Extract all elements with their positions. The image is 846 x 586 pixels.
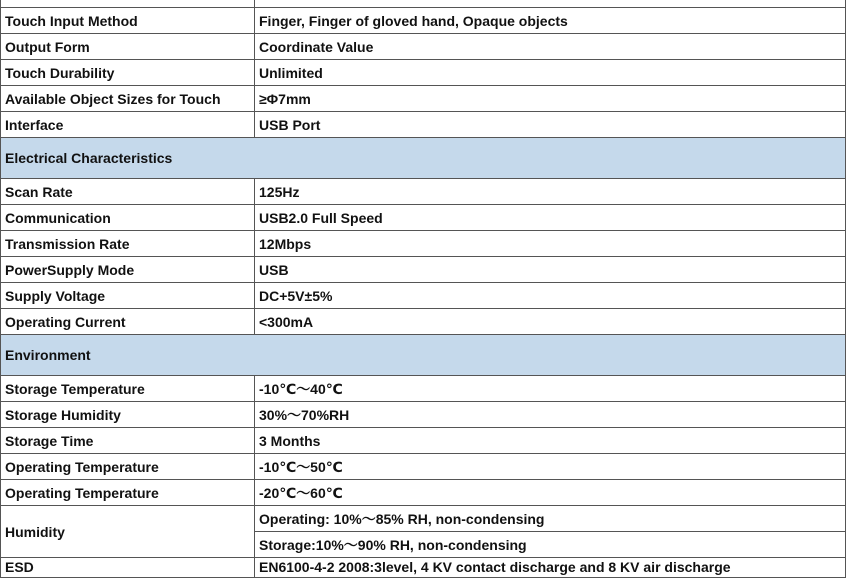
row-value: -10℃～40℃ [255,376,846,402]
row-value: USB2.0 Full Speed [255,205,846,231]
row-label: Operating Temperature [1,480,255,506]
table-row [1,60,846,86]
row-label: Touch Durability [1,60,255,86]
row-label: Transmission Rate [1,231,255,257]
row-label: Interface [1,112,255,138]
row-value: Coordinate Value [255,34,846,60]
table-row [1,428,846,454]
row-label: PowerSupply Mode [1,257,255,283]
row-value: 3 Months [255,428,846,454]
table-row [1,86,846,112]
table-row [1,376,846,402]
table-row [1,231,846,257]
row-label: Humidity [1,506,255,558]
table-row [1,112,846,138]
row-label: Touch Input Method [1,8,255,34]
table-row [1,283,846,309]
row-value: 30%～70%RH [255,402,846,428]
table-row [1,205,846,231]
table-row [1,179,846,205]
row-label: Storage Humidity [1,402,255,428]
row-value: USB Port [255,112,846,138]
row-value: Operating: 10%～85% RH, non-condensing [255,506,846,532]
table-row [1,454,846,480]
row-value: USB [255,257,846,283]
table-row [1,309,846,335]
row-label: ESD [1,558,255,578]
table-row [1,480,846,506]
row-value: 125Hz [255,179,846,205]
row-value [255,0,846,8]
row-value: EN6100-4-2 2008:3level, 4 KV contact discharge and 8 KV air discharge [255,558,846,578]
row-value: Unlimited [255,60,846,86]
row-value: Finger, Finger of gloved hand, Opaque objects [255,8,846,34]
row-label: Storage Time [1,428,255,454]
row-value: -10℃～50℃ [255,454,846,480]
table-row [1,506,846,532]
row-label: Supply Voltage [1,283,255,309]
section-header-row [1,138,846,179]
table-row [1,8,846,34]
table-row [1,558,846,578]
table-row [1,34,846,60]
row-label: Available Object Sizes for Touch [1,86,255,112]
row-value: -20℃～60℃ [255,480,846,506]
row-label: Communication [1,205,255,231]
row-label: Storage Temperature [1,376,255,402]
table-row [1,0,846,8]
row-value: DC+5V±5% [255,283,846,309]
row-label: Operating Temperature [1,454,255,480]
section-title: Electrical Characteristics [1,138,846,179]
section-title: Environment [1,335,846,376]
row-value: Storage:10%～90% RH, non-condensing [255,532,846,558]
row-label [1,0,255,8]
table-row [1,402,846,428]
row-value: ≥Φ7mm [255,86,846,112]
row-value: 12Mbps [255,231,846,257]
section-header-row [1,335,846,376]
row-label: Operating Current [1,309,255,335]
table-row [1,257,846,283]
row-label: Output Form [1,34,255,60]
row-value: <300mA [255,309,846,335]
row-label: Scan Rate [1,179,255,205]
